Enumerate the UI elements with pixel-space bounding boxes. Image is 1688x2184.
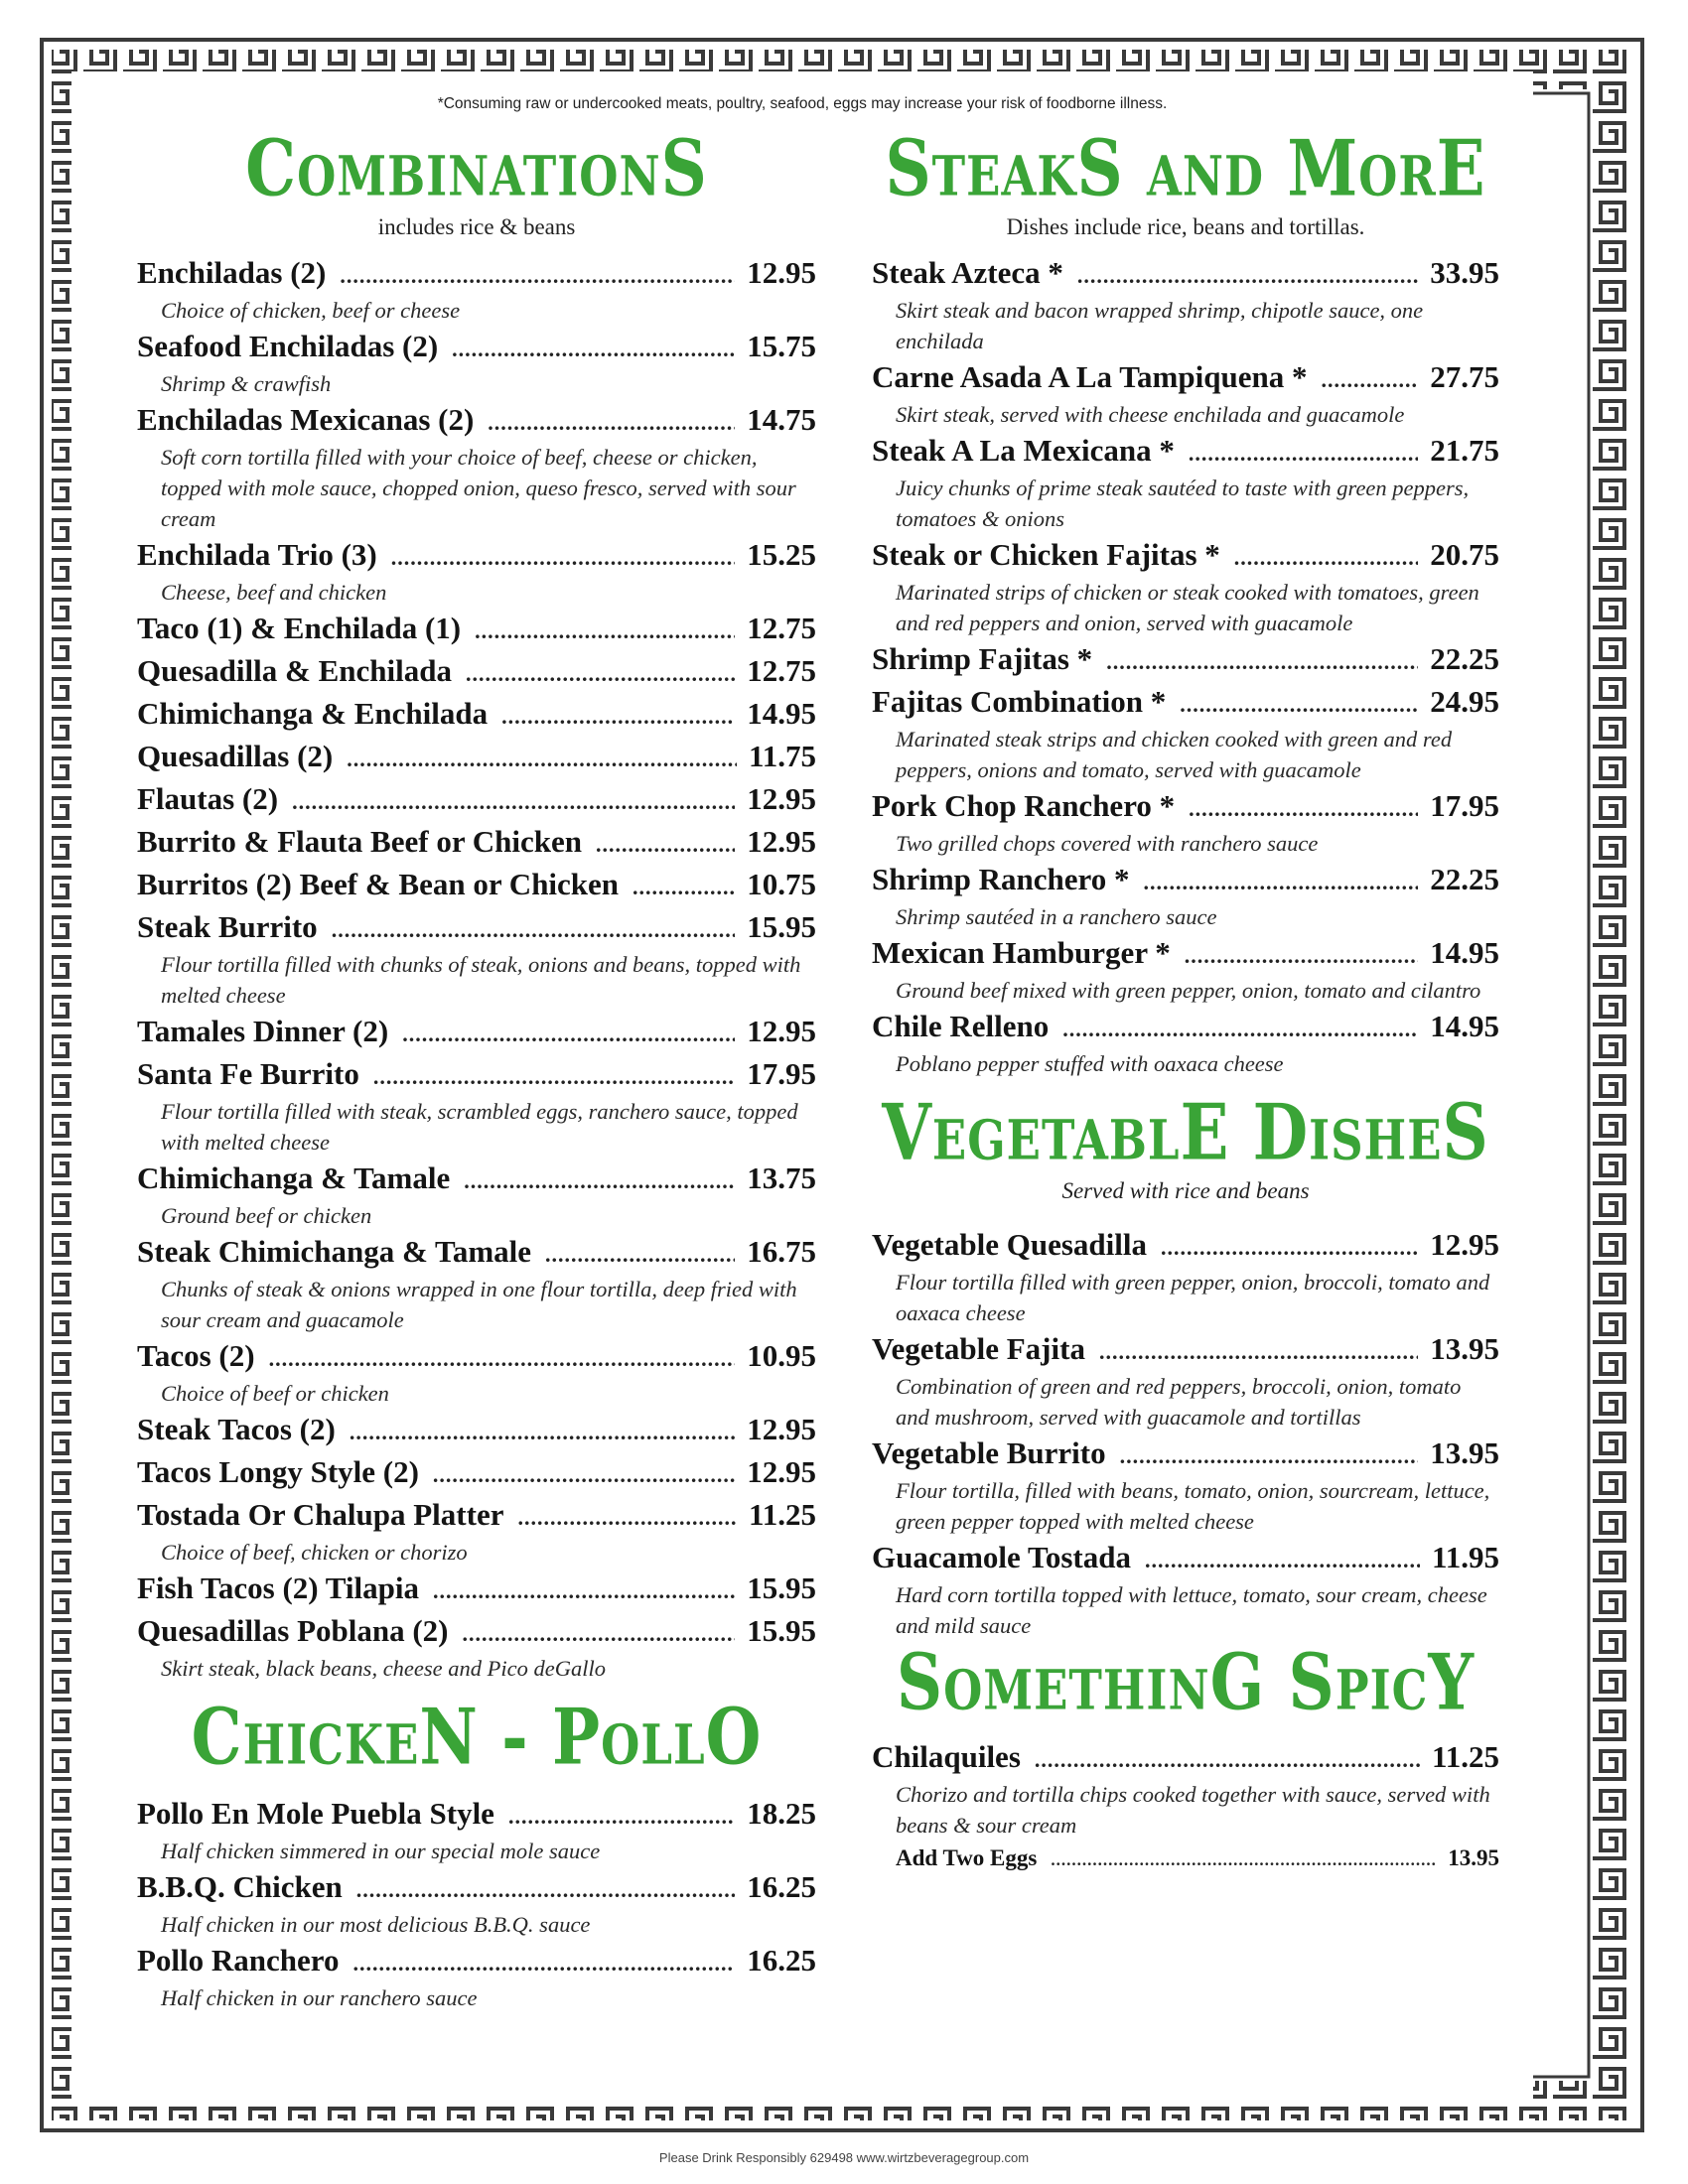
menu-item	[137, 1013, 816, 1053]
item-name: Taco (1) & Enchilada (1)	[137, 611, 462, 645]
menu-item	[137, 1233, 816, 1335]
leader-dots	[1120, 1437, 1419, 1475]
menu-item-row	[137, 328, 816, 368]
menu-item-row	[137, 536, 816, 577]
menu-item	[872, 640, 1499, 681]
leader-dots	[1077, 257, 1418, 295]
item-price: 13.75	[747, 1160, 816, 1195]
item-price: 15.95	[747, 909, 816, 944]
item-description: Flour tortilla filled with green pepper, onion, broccoli, tomato and oaxaca cheese	[896, 1270, 1490, 1325]
item-price: 14.95	[1430, 935, 1499, 970]
item-name: Mexican Hamburger *	[872, 935, 1171, 970]
menu-item	[137, 536, 816, 608]
menu-item	[872, 358, 1499, 430]
menu-item-row	[137, 1233, 816, 1274]
menu-item	[137, 328, 816, 399]
addon-name: Add Two Eggs	[896, 1845, 1038, 1870]
menu-item-row	[872, 1226, 1499, 1267]
item-price: 16.75	[747, 1234, 816, 1269]
chicken-list	[137, 1795, 816, 2013]
menu-item	[872, 787, 1499, 859]
leader-dots	[433, 1572, 735, 1610]
menu-item	[872, 1434, 1499, 1537]
item-name: Pollo En Mole Puebla Style	[137, 1796, 494, 1831]
item-name: Burrito & Flauta Beef or Chicken	[137, 824, 583, 859]
menu-item-row	[137, 1795, 816, 1836]
item-description: Shrimp & crawfish	[161, 371, 332, 396]
leader-dots	[1099, 1333, 1418, 1371]
item-description: Poblano pepper stuffed with oaxaca cheese	[896, 1051, 1284, 1076]
item-name: Pork Chop Ranchero *	[872, 788, 1176, 823]
leader-dots	[1189, 435, 1418, 473]
item-name: Burritos (2) Beef & Bean or Chicken	[137, 867, 620, 901]
menu-item	[872, 1008, 1499, 1079]
section-title: SteakS and MorE	[885, 123, 1486, 215]
item-name: Flautas (2)	[137, 781, 279, 816]
item-name: Shrimp Ranchero *	[872, 862, 1130, 896]
menu-item-row	[137, 1055, 816, 1096]
leader-dots	[1180, 686, 1418, 724]
menu-item-row	[872, 536, 1499, 577]
menu-item	[872, 1226, 1499, 1328]
item-name: Steak Chimichanga & Tamale	[137, 1234, 532, 1269]
item-name: Enchiladas Mexicanas (2)	[137, 402, 475, 437]
item-name: Steak Burrito	[137, 909, 318, 944]
item-price: 12.95	[1430, 1227, 1499, 1262]
leader-dots	[269, 1340, 736, 1378]
item-price: 14.95	[747, 696, 816, 731]
item-name: Carne Asada A La Tampiquena *	[872, 359, 1308, 394]
menu-item	[872, 861, 1499, 932]
leader-dots	[373, 1058, 735, 1096]
menu-item-row	[137, 1612, 816, 1653]
menu-item-row	[137, 610, 816, 650]
item-price: 15.95	[747, 1613, 816, 1648]
right-column	[872, 123, 1499, 1876]
section-title: CombinationS	[245, 123, 708, 215]
item-price: 14.95	[1430, 1009, 1499, 1043]
item-description: Half chicken in our ranchero sauce	[161, 1985, 478, 2010]
leader-dots	[633, 869, 735, 906]
leader-dots	[1234, 539, 1418, 577]
item-name: Quesadilla & Enchilada	[137, 653, 452, 688]
item-name: Steak A La Mexicana *	[872, 433, 1175, 468]
item-name: Enchiladas (2)	[137, 255, 327, 290]
menu-item	[137, 1160, 816, 1231]
menu-item-row	[872, 1434, 1499, 1475]
menu-item-row	[872, 640, 1499, 681]
leader-dots	[501, 698, 735, 736]
menu-item-row	[137, 254, 816, 295]
menu-item-row	[137, 866, 816, 906]
menu-item-row	[137, 1570, 816, 1610]
leader-dots	[1161, 1229, 1418, 1267]
menu-item-row	[872, 934, 1499, 975]
item-name: Seafood Enchiladas (2)	[137, 329, 439, 363]
item-name: Enchilada Trio (3)	[137, 537, 377, 572]
menu-item	[137, 401, 816, 534]
vegetable-list	[872, 1226, 1499, 1641]
item-description: Shrimp sautéed in a ranchero sauce	[896, 904, 1217, 929]
section-combinations	[137, 123, 816, 1684]
menu-item-row	[872, 254, 1499, 295]
leader-dots	[350, 1414, 735, 1451]
item-description: Ground beef or chicken	[161, 1203, 372, 1228]
menu-item	[137, 1795, 816, 1866]
menu-item	[137, 1453, 816, 1494]
item-name: Steak Tacos (2)	[137, 1412, 336, 1446]
menu-page	[71, 71, 1533, 2101]
leader-dots	[452, 331, 735, 368]
item-name: Steak Azteca *	[872, 255, 1063, 290]
menu-item	[872, 254, 1499, 356]
item-price: 12.95	[747, 1014, 816, 1048]
menu-item-row	[137, 1453, 816, 1494]
menu-item-row	[137, 908, 816, 949]
item-description: Half chicken simmered in our special mole sauce	[161, 1839, 601, 1863]
leader-dots	[596, 826, 735, 864]
item-description: Two grilled chops covered with ranchero sauce	[896, 831, 1319, 856]
item-description: Cheese, beef and chicken	[161, 580, 387, 605]
item-price: 14.75	[747, 402, 816, 437]
menu-item-row	[872, 1539, 1499, 1579]
section-vegetable	[872, 1087, 1499, 1641]
menu-item	[872, 536, 1499, 638]
menu-item	[137, 1612, 816, 1684]
menu-item-row	[872, 1738, 1499, 1779]
item-price: 10.75	[747, 867, 816, 901]
leader-dots	[292, 783, 735, 821]
item-name: Vegetable Burrito	[872, 1435, 1106, 1470]
menu-item-row	[137, 401, 816, 442]
leader-dots	[1062, 1011, 1418, 1048]
leader-dots	[545, 1236, 735, 1274]
leader-dots	[1321, 361, 1418, 399]
menu-item	[137, 695, 816, 736]
item-name: Tacos (2)	[137, 1338, 255, 1373]
leader-dots	[463, 1615, 736, 1653]
menu-item	[137, 908, 816, 1011]
item-description: Flour tortilla filled with chunks of steak, onions and beans, topped with melted cheese	[161, 952, 801, 1008]
section-title: VegetablE DisheS	[882, 1087, 1489, 1179]
menu-item-row	[137, 1942, 816, 1982]
item-name: Quesadillas (2)	[137, 739, 334, 773]
item-price: 15.95	[747, 1570, 816, 1605]
menu-item	[872, 1330, 1499, 1433]
item-name: B.B.Q. Chicken	[137, 1869, 343, 1904]
menu-item	[137, 254, 816, 326]
section-steaks	[872, 123, 1499, 1079]
item-name: Chimichanga & Tamale	[137, 1160, 451, 1195]
item-price: 33.95	[1430, 255, 1499, 290]
item-price: 12.95	[747, 1454, 816, 1489]
item-price: 16.25	[747, 1869, 816, 1904]
menu-item-row	[137, 1013, 816, 1053]
item-description: Half chicken in our most delicious B.B.Q. sauce	[161, 1912, 591, 1937]
item-name: Guacamole Tostada	[872, 1540, 1131, 1574]
item-price: 12.75	[747, 653, 816, 688]
menu-item-row	[137, 1411, 816, 1451]
menu-item	[137, 1570, 816, 1610]
addon-price: 13.95	[1448, 1845, 1499, 1870]
menu-item-row	[872, 1330, 1499, 1371]
menu-addon	[872, 1843, 1499, 1876]
item-name: Shrimp Fajitas *	[872, 641, 1093, 676]
item-description: Skirt steak and bacon wrapped shrimp, chipotle sauce, one enchilada	[896, 298, 1424, 353]
menu-item-row	[137, 738, 816, 778]
item-name: Quesadillas Poblana (2)	[137, 1613, 449, 1648]
menu-item	[137, 652, 816, 693]
section-chicken	[137, 1692, 816, 2013]
menu-item-row	[137, 1868, 816, 1909]
item-name: Tamales Dinner (2)	[137, 1014, 389, 1048]
item-price: 11.75	[748, 739, 816, 773]
leader-dots	[1106, 643, 1418, 681]
section-title: ChickeN - PollO	[191, 1692, 763, 1784]
item-name: Santa Fe Burrito	[137, 1056, 359, 1091]
item-price: 18.25	[747, 1796, 816, 1831]
leader-dots	[391, 539, 736, 577]
item-description: Soft corn tortilla filled with your choice of beef, cheese or chicken, topped with mole sauce, chopped onion, queso fresco, served with sour cream	[161, 445, 796, 531]
item-description: Marinated strips of chicken or steak cooked with tomatoes, green and red peppers and onion, served with guacamole	[896, 580, 1479, 635]
menu-item	[137, 866, 816, 906]
menu-item	[137, 1496, 816, 1568]
item-name: Fajitas Combination *	[872, 684, 1167, 719]
leader-dots	[508, 1798, 735, 1836]
steaks-list	[872, 254, 1499, 1079]
menu-item	[872, 934, 1499, 1006]
item-description: Choice of beef, chicken or chorizo	[161, 1540, 468, 1565]
item-name: Fish Tacos (2) Tilapia	[137, 1570, 419, 1605]
menu-item	[137, 1055, 816, 1158]
leader-dots	[340, 257, 735, 295]
menu-item-row	[872, 787, 1499, 828]
item-price: 17.95	[1430, 788, 1499, 823]
item-price: 11.25	[748, 1497, 816, 1532]
item-price: 21.75	[1430, 433, 1499, 468]
footer-note: Please Drink Responsibly 629498 www.wirtzbeveragegroup.com	[658, 2150, 1030, 2165]
leader-dots	[1051, 1844, 1436, 1876]
menu-item	[872, 1738, 1499, 1841]
raw-food-disclaimer: *Consuming raw or undercooked meats, poultry, seafood, eggs may increase your risk of foodborne illness.	[437, 95, 1168, 112]
menu-item	[137, 780, 816, 821]
section-title: SomethinG SpicY	[896, 1637, 1476, 1729]
section-spicy	[872, 1637, 1499, 1876]
item-description: Combination of green and red peppers, broccoli, onion, tomato and mushroom, served with guacamole and tortillas	[896, 1374, 1462, 1430]
leader-dots	[1035, 1741, 1420, 1779]
item-name: Chile Relleno	[872, 1009, 1050, 1043]
leader-dots	[433, 1456, 735, 1494]
leader-dots	[1145, 1542, 1420, 1579]
menu-item	[872, 432, 1499, 534]
section-subtitle: Served with rice and beans	[1061, 1178, 1310, 1203]
menu-item	[872, 683, 1499, 785]
section-subtitle: includes rice & beans	[377, 214, 576, 239]
item-description: Choice of chicken, beef or cheese	[161, 298, 461, 323]
item-name: Tostada Or Chalupa Platter	[137, 1497, 504, 1532]
menu-item	[137, 610, 816, 650]
item-description: Skirt steak, served with cheese enchilada and guacamole	[896, 402, 1405, 427]
menu-item-row	[137, 1337, 816, 1378]
item-price: 12.95	[747, 781, 816, 816]
item-description: Marinated steak strips and chicken cooked with green and red peppers, onions and tomato, served with guacamole	[896, 727, 1453, 782]
menu-item	[137, 1868, 816, 1940]
item-price: 22.25	[1430, 641, 1499, 676]
section-subtitle: Dishes include rice, beans and tortillas.	[1006, 214, 1365, 239]
spicy-list	[872, 1738, 1499, 1841]
item-name: Chimichanga & Enchilada	[137, 696, 489, 731]
menu-item-row	[137, 695, 816, 736]
menu-item-row	[137, 1160, 816, 1200]
menu-item	[137, 1942, 816, 2013]
leader-dots	[1189, 790, 1418, 828]
item-description: Skirt steak, black beans, cheese and Pico deGallo	[161, 1656, 606, 1681]
item-price: 20.75	[1430, 537, 1499, 572]
menu-item-row	[137, 1496, 816, 1537]
leader-dots	[475, 613, 735, 650]
item-price: 11.95	[1431, 1540, 1499, 1574]
item-description: Chorizo and tortilla chips cooked together with sauce, served with beans & sour cream	[896, 1782, 1490, 1838]
item-name: Vegetable Fajita	[872, 1331, 1085, 1366]
left-column	[137, 123, 816, 2015]
leader-dots	[464, 1162, 735, 1200]
menu-item	[872, 1539, 1499, 1641]
menu-item-row	[872, 861, 1499, 901]
item-description: Chunks of steak & onions wrapped in one flour tortilla, deep fried with sour cream and guacamole	[161, 1277, 797, 1332]
menu-item	[137, 1411, 816, 1451]
leader-dots	[466, 655, 735, 693]
menu-item	[137, 1337, 816, 1409]
item-name: Vegetable Quesadilla	[872, 1227, 1148, 1262]
leader-dots	[332, 911, 736, 949]
leader-dots	[356, 1871, 736, 1909]
leader-dots	[402, 1016, 735, 1053]
item-price: 15.75	[747, 329, 816, 363]
menu-item-row	[872, 1008, 1499, 1048]
leader-dots	[353, 1945, 736, 1982]
item-description: Juicy chunks of prime steak sautéed to taste with green peppers, tomatoes & onions	[896, 476, 1470, 531]
leader-dots	[488, 404, 735, 442]
menu-item-row	[872, 358, 1499, 399]
item-description: Ground beef mixed with green pepper, onion, tomato and cilantro	[896, 978, 1481, 1003]
item-price: 12.95	[747, 1412, 816, 1446]
combinations-list	[137, 254, 816, 1684]
item-name: Tacos Longy Style (2)	[137, 1454, 419, 1489]
item-name: Steak or Chicken Fajitas *	[872, 537, 1220, 572]
menu-item-row	[137, 652, 816, 693]
menu-item-row	[872, 432, 1499, 473]
item-price: 12.75	[747, 611, 816, 645]
item-price: 13.95	[1430, 1435, 1499, 1470]
item-price: 15.25	[747, 537, 816, 572]
item-price: 10.95	[747, 1338, 816, 1373]
item-name: Chilaquiles	[872, 1739, 1021, 1774]
leader-dots	[1185, 937, 1418, 975]
leader-dots	[347, 741, 737, 778]
item-price: 12.95	[747, 824, 816, 859]
item-price: 17.95	[747, 1056, 816, 1091]
item-price: 22.25	[1430, 862, 1499, 896]
item-name: Pollo Ranchero	[137, 1943, 340, 1978]
item-description: Hard corn tortilla topped with lettuce, tomato, sour cream, cheese and mild sauce	[896, 1582, 1487, 1638]
item-price: 24.95	[1430, 684, 1499, 719]
item-price: 12.95	[747, 255, 816, 290]
item-description: Choice of beef or chicken	[161, 1381, 389, 1406]
menu-item	[137, 823, 816, 864]
item-price: 27.75	[1430, 359, 1499, 394]
leader-dots	[1144, 864, 1419, 901]
menu-item-row	[137, 823, 816, 864]
item-description: Flour tortilla filled with steak, scrambled eggs, ranchero sauce, topped with melted cheese	[161, 1099, 798, 1155]
item-price: 11.25	[1431, 1739, 1499, 1774]
item-price: 13.95	[1430, 1331, 1499, 1366]
menu-item	[137, 738, 816, 778]
menu-item-row	[137, 780, 816, 821]
item-price: 16.25	[747, 1943, 816, 1978]
item-description: Flour tortilla, filled with beans, tomato, onion, sourcream, lettuce, green pepper topped with melted cheese	[896, 1478, 1490, 1534]
menu-item-row	[872, 683, 1499, 724]
leader-dots	[517, 1499, 736, 1537]
